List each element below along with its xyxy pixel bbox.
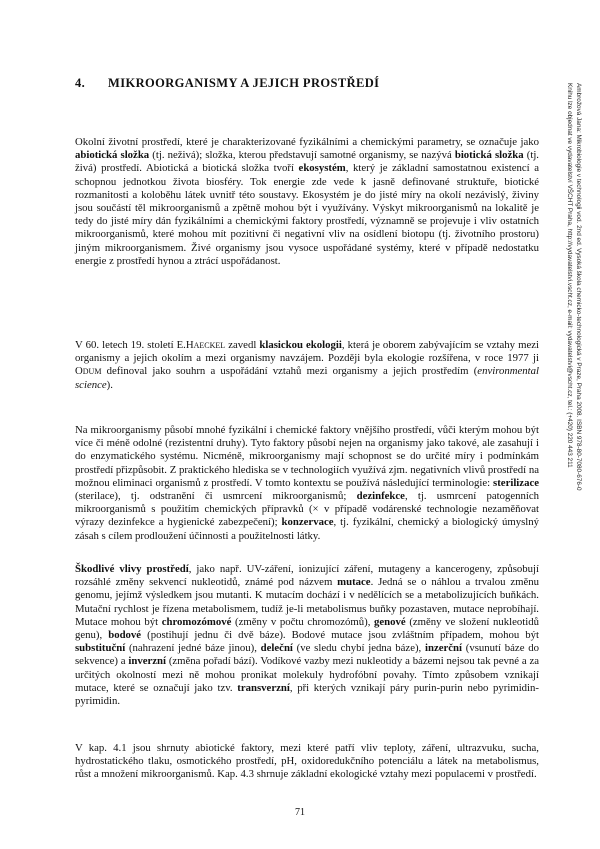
term-point: bodové (108, 629, 142, 642)
text-run: (změny ve složení nukleotidů genu), (75, 615, 540, 642)
paragraph-mutations (75, 563, 539, 708)
term-substitution: substituční (75, 642, 126, 655)
term-biotic-component: biotická složka (454, 149, 524, 162)
term-sterilization: sterilizace (493, 476, 539, 489)
text-run: (postihují jednu či dvě báze). Bodové mutace jsou zvláštním případem, mohou být (141, 629, 539, 642)
chapter-number: 4. (75, 76, 86, 90)
term-mutation: mutace (337, 576, 371, 589)
term-chromosomal: chromozómové (161, 615, 232, 628)
paragraph-environmental-factors (75, 424, 539, 543)
order-info-line: Knihu lze objednat ve vydavatelství VŠCHT Praha, http://vydavatelstvi.vscht.cz, e-mail: vydavatelstvi@vscht.cz, tel.: (+420) 220 443 211 (566, 83, 573, 468)
text-run: definoval jako souhrn a uspořádání vztahů mezi organismy a jejich prostředím ( (101, 365, 478, 378)
text-run: (sterilace), tj. odstranění či usmrcení mikroorganismů; (75, 490, 357, 503)
chapter-heading (75, 76, 535, 91)
term-abiotic-component: abiotická složka (75, 149, 150, 162)
text-run: V 60. letech 19. století E. (75, 339, 186, 351)
text-run: (ve sledu chybí jedna báze), (292, 642, 425, 655)
term-disinfection: dezinfekce (356, 490, 405, 503)
text-run: , který je základní samostatnou existencí a schopnou jednotkou života biosféry. Tok energie zde vede k jasně definované struktuře, biotické rozmanitosti a koloběhu látek uvnitř této soustavy. Ekosystém je do jisté míry na okolí nezávislý, živiny jsou součástí těl mikroorganismů a zpětně mohou být i využívány. Výskyt mikroorganismů na lokalitě je tedy do jisté míry dán fyzikálními a chemickými faktory prostředí, významně se projevuje i vliv ostatních mikroorganismů, které mohou mít pozitivní či negativní vliv na osídlení biotopu (tj. životního prostoru) jiným mikroorganismem. Živé organismy jsou vysoce uspořádané systémy, které v případě nedostatku energie z prostředí hynou a ztrácí uspořádanost. (75, 162, 539, 267)
page-number: 71 (295, 807, 305, 818)
citation-line: Ambrožová Jana: Mikrobiologie v technologii vod. 2nd ed. Vysoká škola chemicko-technologická v Praze, Praha 2008. ISBN 978-80-7080-676-0 (575, 83, 582, 491)
term-ecosystem: ekosystém (298, 162, 346, 175)
text-run: , tj. fyzikální, chemický a biologický úmyslný zásah s cílem prodloužení účinnosti a použitelnosti látky. (75, 516, 539, 542)
paragraph-ecosystem (75, 136, 539, 268)
paragraph-chapter-overview (75, 742, 539, 782)
text-run: , která je oborem zabývajícím se vztahy mezi organismy a jejich okolím a mezi organismy navzájem. Později byla ekologie rozšířena, v roce 1977 ji (75, 339, 539, 365)
citation-sidebar (561, 83, 585, 683)
text-run: (změna pořadí bází). Vodíkové vazby mezi nukleotidy a bázemi nejsou tak pevné a za určitých okolností mezi ně mohou pronikat molekuly hydrofóbní povahy. Tímto způsobem vznikají mutace, které se označují jako tzv. (75, 655, 539, 694)
text-run: V kap. 4.1 jsou shrnuty abiotické faktory, mezi které patří vliv teploty, záření, ultrazvuku, sucha, hydrostatického tlaku, osmotického prostředí, pH, oxidoredukčního potenciálu a látek na metabolismus, růst a množení mikroorganismů. Kap. 4.3 shrnuje základní ekologické vztahy mezi populacemi v prostředí. (75, 742, 539, 781)
paragraph-ecology-history (75, 339, 539, 392)
text-run: Okolní životní prostředí, které je charakterizované fyzikálními a chemickými parametry, se označuje jako (75, 136, 539, 148)
term-conservation: konzervace (281, 516, 334, 529)
text-run: (nahrazení jedné báze jinou), (125, 642, 261, 655)
term-classical-ecology: klasickou ekologii (259, 339, 342, 351)
text-run: . Jedná se o náhlou a trvalou změnu genomu, jejímž výsledkem jsou mutanti. K mutacím dochází i v nedělících se a metabolizujících buňkách. Mutační rychlost je řízena metabolismem, tudíž je-li metabolismus buňky pozastaven, mutace neprobíhají. Mutace mohou být (75, 576, 539, 628)
author-odum: Odum (75, 365, 102, 378)
text-run: , při kterých vznikají páry purin-purin nebo pyrimidin-pyrimidin. (75, 681, 539, 708)
text-run: (změny v počtu chromozómů), (231, 615, 375, 628)
text-run: (tj. živá) prostředí. Abiotická a biotická složka tvoří (75, 149, 539, 175)
term-deletion: deleční (260, 642, 293, 655)
text-run: (tj. neživá); složka, kterou představují samotné organismy, se nazývá (149, 149, 455, 162)
text-run: , jako např. UV-záření, ionizující záření, mutageny a kancerogeny, způsobují rozsáhlé změny sekvencí nukleotidů, známé pod názvem (75, 563, 539, 589)
text-run: ). (106, 378, 113, 391)
author-haeckel: Haeckel (185, 339, 226, 351)
term-transversion: transverzní (237, 681, 290, 694)
term-insertion: inzerční (425, 642, 463, 655)
chapter-title: MIKROORGANISMY A JEJICH PROSTŘEDÍ (108, 76, 380, 90)
text-run: Na mikroorganismy působí mnohé fyzikální i chemické faktory vnějšího prostředí, vůči kterým mohou být více či méně odolné (rezistentní druhy). Tyto faktory působí nejen na organismy jako takové, ale zasahují i do enzymatického systému. Nicméně, mikroorganismy mají schopnost se do určité míry i podmínkám prostředí přizpůsobit. Z praktického hlediska se v technologiích využívá zjm. negativních vlivů prostředí na možnou eliminaci organismů z prostředí. V tomto kontextu se používá následující terminologie: (75, 424, 539, 489)
term-inversion: inverzní (128, 655, 166, 668)
term-environmental-science: environmental science (75, 365, 539, 391)
text-run: (vsunutí báze do sekvence) a (75, 642, 539, 668)
text-run: , tj. usmrcení patogenních mikroorganismů s použitím chemických přípravků (× v případě vodárenské technologie nezaměňovat výrazy dezinfekce a hygienické zabezpečení); (75, 490, 539, 529)
term-gene: genové (374, 615, 406, 628)
text-run: zavedl (225, 339, 260, 351)
term-harmful-effects: Škodlivé vlivy prostředí (75, 563, 189, 575)
